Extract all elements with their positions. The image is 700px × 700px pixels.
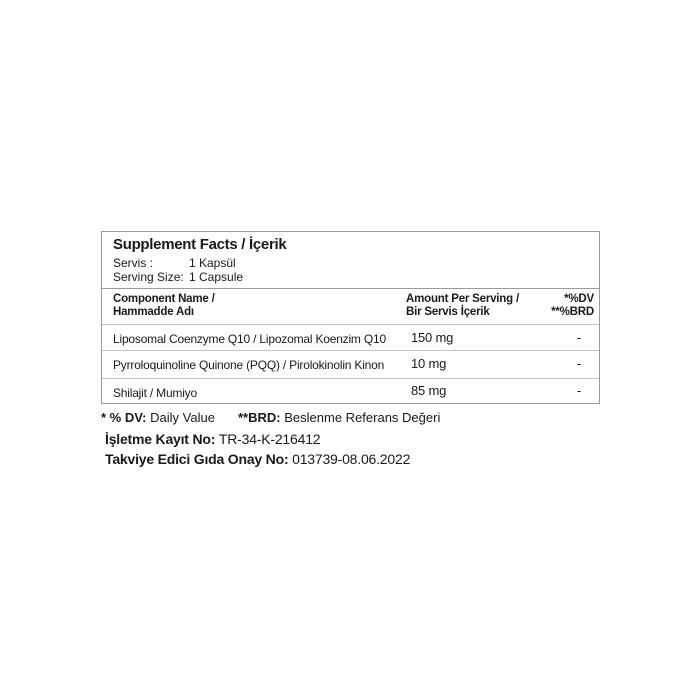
business-registration-label: İşletme Kayıt No: [105, 431, 216, 447]
serving-tr-row [113, 256, 236, 270]
row-divider [102, 324, 599, 325]
footnote-dv-key: * % DV: [101, 410, 147, 425]
ingredient-name: Pyrroloquinoline Quinone (PQQ) / Pirolokinolin Kinon [113, 358, 385, 372]
component-header-line1: Component Name / [113, 293, 215, 305]
serving-tr-label: Servis : [113, 256, 154, 270]
ingredient-amount: 10 mg [411, 356, 447, 371]
footnote-dv [101, 410, 215, 425]
ingredient-name: Liposomal Coenzyme Q10 / Lipozomal Koenzim Q10 [113, 332, 386, 346]
dv-header [551, 293, 594, 319]
business-registration [105, 431, 320, 447]
ingredient-name: Shilajit / Mumiyo [113, 386, 197, 400]
row-divider [102, 350, 599, 351]
serving-tr-value: 1 Kapsül [189, 256, 236, 270]
ingredient-amount: 150 mg [411, 330, 454, 345]
approval-number-label: Takviye Edici Gıda Onay No: [105, 451, 289, 467]
component-header-line2: Hammadde Adı [113, 306, 194, 318]
footnote-brd [238, 410, 440, 425]
dv-header-line2: **%BRD [551, 306, 594, 318]
amount-header-line2: Bir Servis İçerik [406, 306, 490, 318]
ingredient-amount: 85 mg [411, 383, 447, 398]
footnote-dv-text: Daily Value [150, 410, 215, 425]
serving-en-value: 1 Capsule [189, 270, 244, 284]
supplement-facts-panel [101, 231, 600, 404]
header-divider [102, 288, 599, 289]
row-divider [102, 378, 599, 379]
component-header [113, 293, 215, 319]
dv-header-line1: *%DV [564, 293, 594, 305]
ingredient-dv: - [576, 383, 582, 398]
ingredient-dv: - [576, 356, 582, 371]
panel-title: Supplement Facts / İçerik [113, 236, 287, 253]
serving-en-label: Serving Size: [113, 270, 184, 284]
ingredient-dv: - [576, 330, 582, 345]
business-registration-value: TR-34-K-216412 [218, 431, 321, 447]
footnote-brd-key: **BRD: [238, 410, 281, 425]
serving-en-row [113, 270, 243, 284]
approval-number-value: 013739-08.06.2022 [292, 451, 411, 467]
amount-header-line1: Amount Per Serving / [406, 293, 519, 305]
approval-number [105, 451, 410, 467]
footnote-brd-text: Beslenme Referans Değeri [284, 410, 441, 425]
amount-header [406, 293, 519, 319]
